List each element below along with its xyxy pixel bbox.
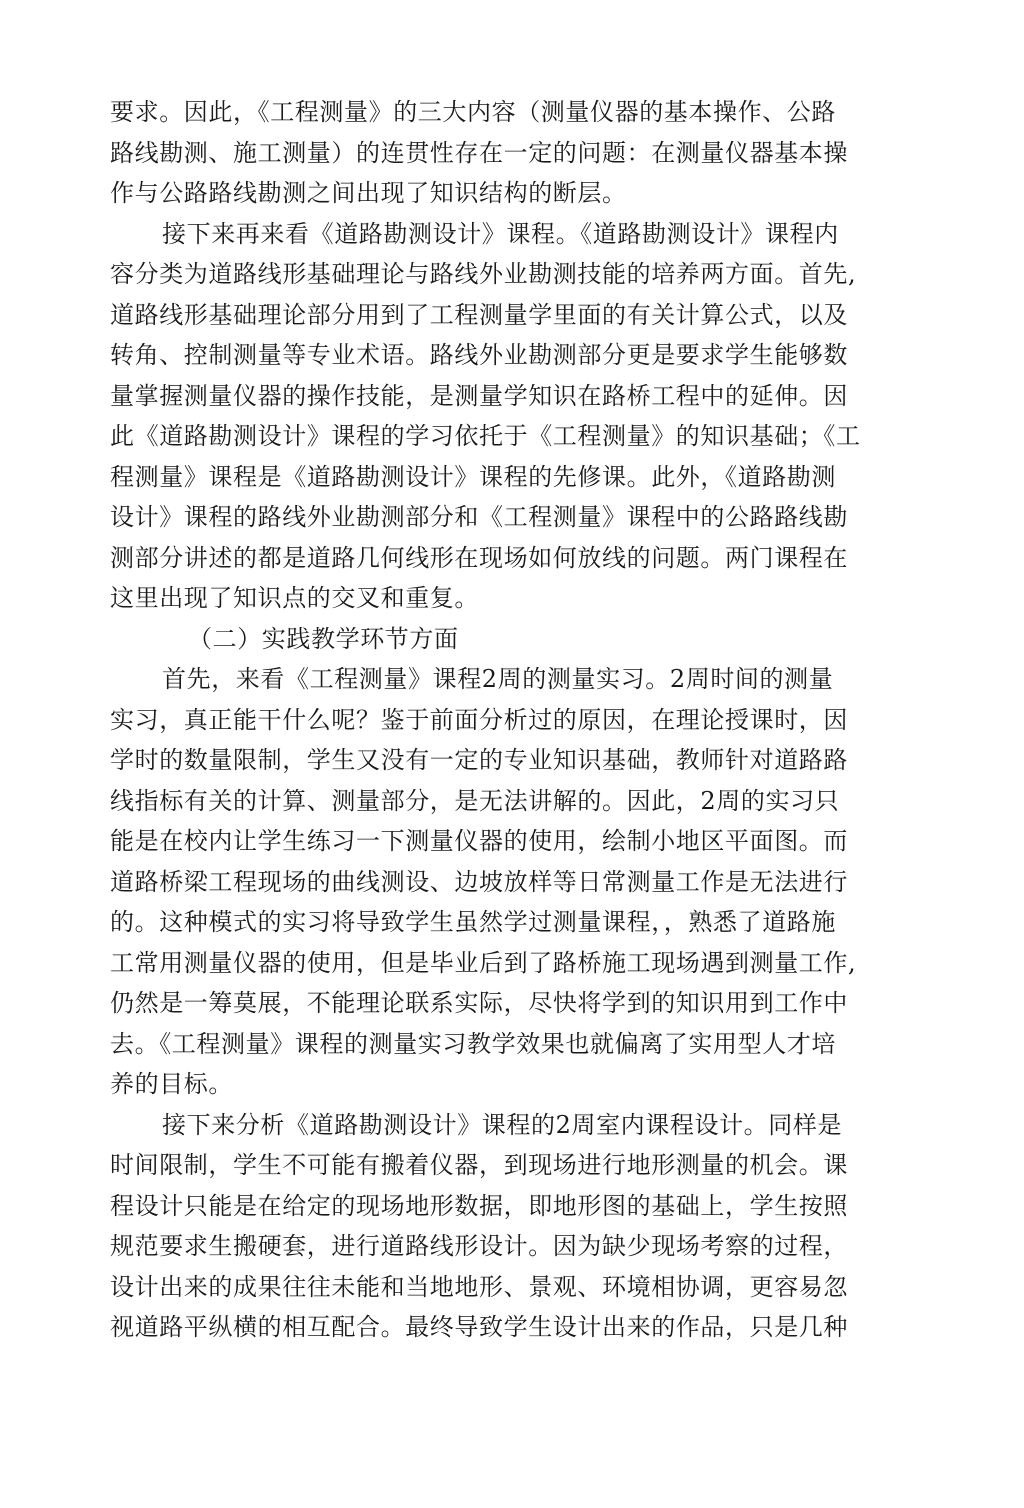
text-line: 线指标有关的计算、测量部分，是无法讲解的。因此，2周的实习只 <box>110 786 840 815</box>
text-line: 这里出现了知识点的交叉和重复。 <box>110 584 479 612</box>
text-line: 视道路平纵横的相互配合。最终导致学生设计出来的作品，只是几种 <box>110 1313 848 1341</box>
text-line: 程设计只能是在给定的现场地形数据，即地形图的基础上，学生按照 <box>110 1191 848 1220</box>
text-line: 的。这种模式的实习将导致学生虽然学过测量课程，，熟悉了道路施 <box>110 908 836 936</box>
text-line: 时间限制，学生不可能有搬着仪器，到现场进行地形测量的机会。课 <box>110 1151 848 1179</box>
text-line: 路线勘测、施工测量）的连贯性存在一定的问题：在测量仪器基本操 <box>110 138 848 167</box>
text-line: 工常用测量仪器的使用，但是毕业后到了路桥施工现场遇到测量工作, <box>110 948 857 977</box>
text-line: 首先，来看《工程测量》课程2周的测量实习。2周时间的测量 <box>162 665 834 693</box>
text-line: 仍然是一筹莫展，不能理论联系实际，尽快将学到的知识用到工作中 <box>110 989 848 1017</box>
text-line: 道路线形基础理论部分用到了工程测量学里面的有关计算公式，以及 <box>110 300 848 329</box>
text-line: 容分类为道路线形基础理论与路线外业勘测技能的培养两方面。首先, <box>110 260 857 288</box>
text-line: 养的目标。 <box>110 1070 233 1098</box>
text-line: 要求。因此，《工程测量》的三大内容（测量仪器的基本操作、公路 <box>110 98 836 126</box>
text-line: 量掌握测量仪器的操作技能，是测量学知识在路桥工程中的延伸。因 <box>110 381 848 410</box>
text-line: 测部分讲述的都是道路几何线形在现场如何放线的问题。两门课程在 <box>110 543 848 572</box>
body-text <box>110 92 870 1348</box>
text-line: 此《道路勘测设计》课程的学习依托于《工程测量》的知识基础；《工 <box>110 422 861 450</box>
text-line: 作与公路路线勘测之间出现了知识结构的断层。 <box>110 179 627 207</box>
text-line: 接下来分析《道路勘测设计》课程的2周室内课程设计。同样是 <box>162 1110 843 1139</box>
text-line: 去。《工程测量》课程的测量实习教学效果也就偏离了实用型人才培 <box>110 1029 836 1058</box>
text-line: 设计》课程的路线外业勘测部分和《工程测量》课程中的公路路线勘 <box>110 503 848 531</box>
text-line: 接下来再来看《道路勘测设计》课程。《道路勘测设计》课程内 <box>162 219 839 248</box>
text-line: 程测量》课程是《道路勘测设计》课程的先修课。此外，《道路勘测 <box>110 462 836 491</box>
text-line: 实习，真正能干什么呢？鉴于前面分析过的原因，在理论授课时，因 <box>110 705 848 734</box>
text-line: 学时的数量限制，学生又没有一定的专业知识基础，教师针对道路路 <box>110 746 848 774</box>
text-line: 规范要求生搬硬套，进行道路线形设计。因为缺少现场考察的过程， <box>110 1232 848 1260</box>
text-line: 设计出来的成果往往未能和当地地形、景观、环境相协调，更容易忽 <box>110 1272 848 1301</box>
text-line: 转角、控制测量等专业术语。路线外业勘测部分更是要求学生能够数 <box>110 341 848 369</box>
text-line: 能是在校内让学生练习一下测量仪器的使用，绘制小地区平面图。而 <box>110 827 848 855</box>
section-heading: （二）实践教学环节方面 <box>188 624 459 653</box>
text-line: 道路桥梁工程现场的曲线测设、边坡放样等日常测量工作是无法进行 <box>110 867 848 896</box>
